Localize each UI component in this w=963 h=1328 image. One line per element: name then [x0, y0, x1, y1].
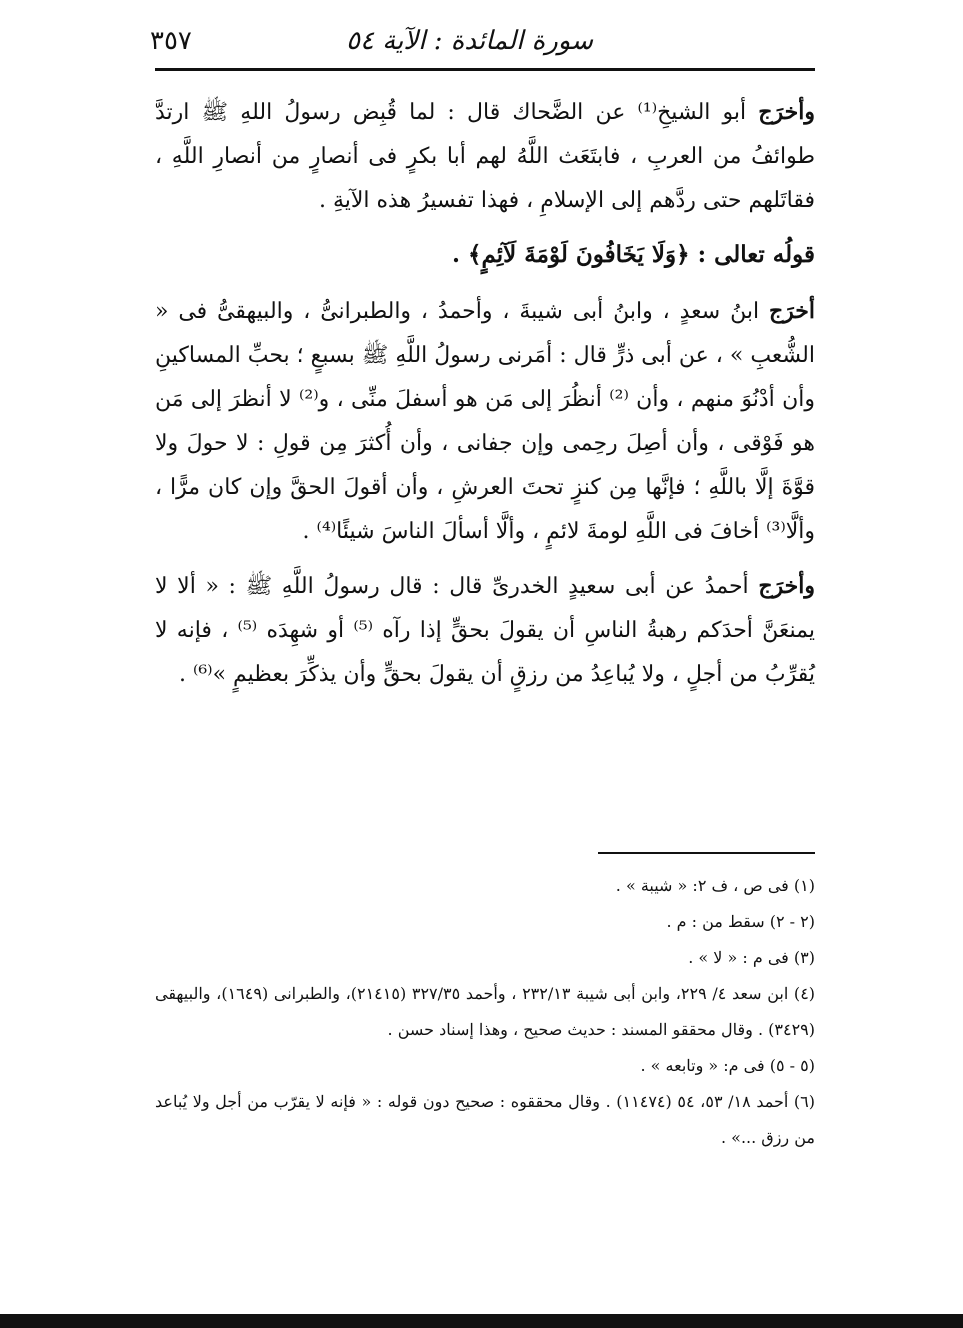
- scan-bottom-border: [0, 1314, 963, 1328]
- footnote-1: (١) فى ص ، ف ٢: « شيبة » .: [615, 876, 815, 895]
- paragraph-1: [155, 90, 815, 223]
- main-text: [155, 90, 815, 707]
- paragraph-3: [155, 564, 815, 697]
- paragraph-2: [155, 289, 815, 554]
- footnote-2: (٢ - ٢) سقط من : م .: [666, 912, 815, 931]
- footnote-6: (٦) أحمد ١٨/ ٥٣، ٥٤ (١١٤٧٤) . وقال محققوه : صحيح دون قوله : « فإنه لا يقرّب من أجل ولا يُباعد من رزق ...» .: [155, 1092, 816, 1147]
- header-rule: [155, 68, 815, 71]
- verse-heading-verse: ﴿وَلَا يَخَافُونَ لَوْمَةَ لَآئِمٍ﴾ .: [451, 241, 690, 268]
- verse-heading: [155, 233, 815, 277]
- paragraph-2-text: ابنُ سعدٍ ، وابنُ أبى شيبةَ ، وأحمدُ ، والطبرانىُّ ، والبيهقىُّ فى « الشُّعبِ » ، عن أبى ذرٍّ قال : أمَرنى رسولُ اللَّهِ ﷺ بسبعٍ ؛ بحبِّ المساكينِ وأن أدْنُوَ منهم ، وأن ⁽²⁾ أنظُرَ إلى مَن هو أسفلَ منِّى ، و⁽²⁾ لا أنظرَ إلى مَن هو فَوْقى ، وأن أصِلَ رحِمى وإن جفانى ، وأن أُكثرَ مِن قولِ : لا حولَ ولا قوَّةَ إلَّا باللَّهِ ؛ فإنَّها مِن كنزٍ تحتَ العرشِ ، وأن أقولَ الحقَّ وإن كان مرًّا ، وألَّا⁽³⁾ أخافَ فى اللَّهِ لومةَ لائمٍ ، وألَّا أسألَ الناسَ شيئًا⁽⁴⁾ .: [155, 299, 815, 544]
- page-number: ٣٥٧: [150, 26, 192, 56]
- paragraph-3-lead: وأخرَج: [758, 573, 815, 599]
- footnote-4: (٤) ابن سعد ٤/ ٢٢٩، وابن أبى شيبة ٢٣٢/١٣ ، وأحمد ٣٢٧/٣٥ (٢١٤١٥)، والطبرانى (١٦٤٩)، والبيهقى (٣٤٢٩) . وقال محققو المسند : حديث صحيح ، وهذا إسناد حسن .: [155, 984, 816, 1039]
- paragraph-2-lead: أخرَج: [768, 298, 815, 324]
- footnote-3: (٣) فى م : « لا » .: [688, 948, 815, 967]
- footnote-rule: [598, 852, 815, 854]
- verse-heading-label: قولُه تعالى :: [689, 241, 815, 268]
- paragraph-3-text: أحمدُ عن أبى سعيدٍ الخدرىِّ قال : قال رسولُ اللَّهِ ﷺ : « ألا لا يمنعَنَّ أحدَكم رهبةُ الناسِ أن يقولَ بحقٍّ إذا رآه ⁽⁵⁾ أو شهِدَه ⁽⁵⁾ ، فإنه لا يُقرِّبُ من أجلٍ ، ولا يُباعِدُ من رزقٍ أن يقولَ بحقٍّ وأن يذكِّرَ بعظيمٍ »⁽⁶⁾ .: [155, 574, 816, 687]
- paragraph-1-lead: وأخرَج: [758, 99, 815, 125]
- paragraph-1-text: أبو الشيخِ⁽¹⁾ عن الضَّحاك قال : لما قُبِض رسولُ اللهِ ﷺ ارتدَّ طوائفُ من العربِ ، فابتَعَث اللَّهُ لهم أبا بكرٍ فى أنصارٍ من أنصارِ اللَّهِ ، فقاتَلهم حتى ردَّهم إلى الإسلامِ ، فهذا تفسيرُ هذه الآيةِ .: [155, 100, 815, 213]
- running-header: [150, 18, 813, 68]
- footnotes: [155, 868, 815, 1156]
- footnote-5: (٥ - ٥) فى م: « وتابعه » .: [640, 1056, 815, 1075]
- header-title: سورة المائدة : الآية ٥٤: [346, 26, 593, 56]
